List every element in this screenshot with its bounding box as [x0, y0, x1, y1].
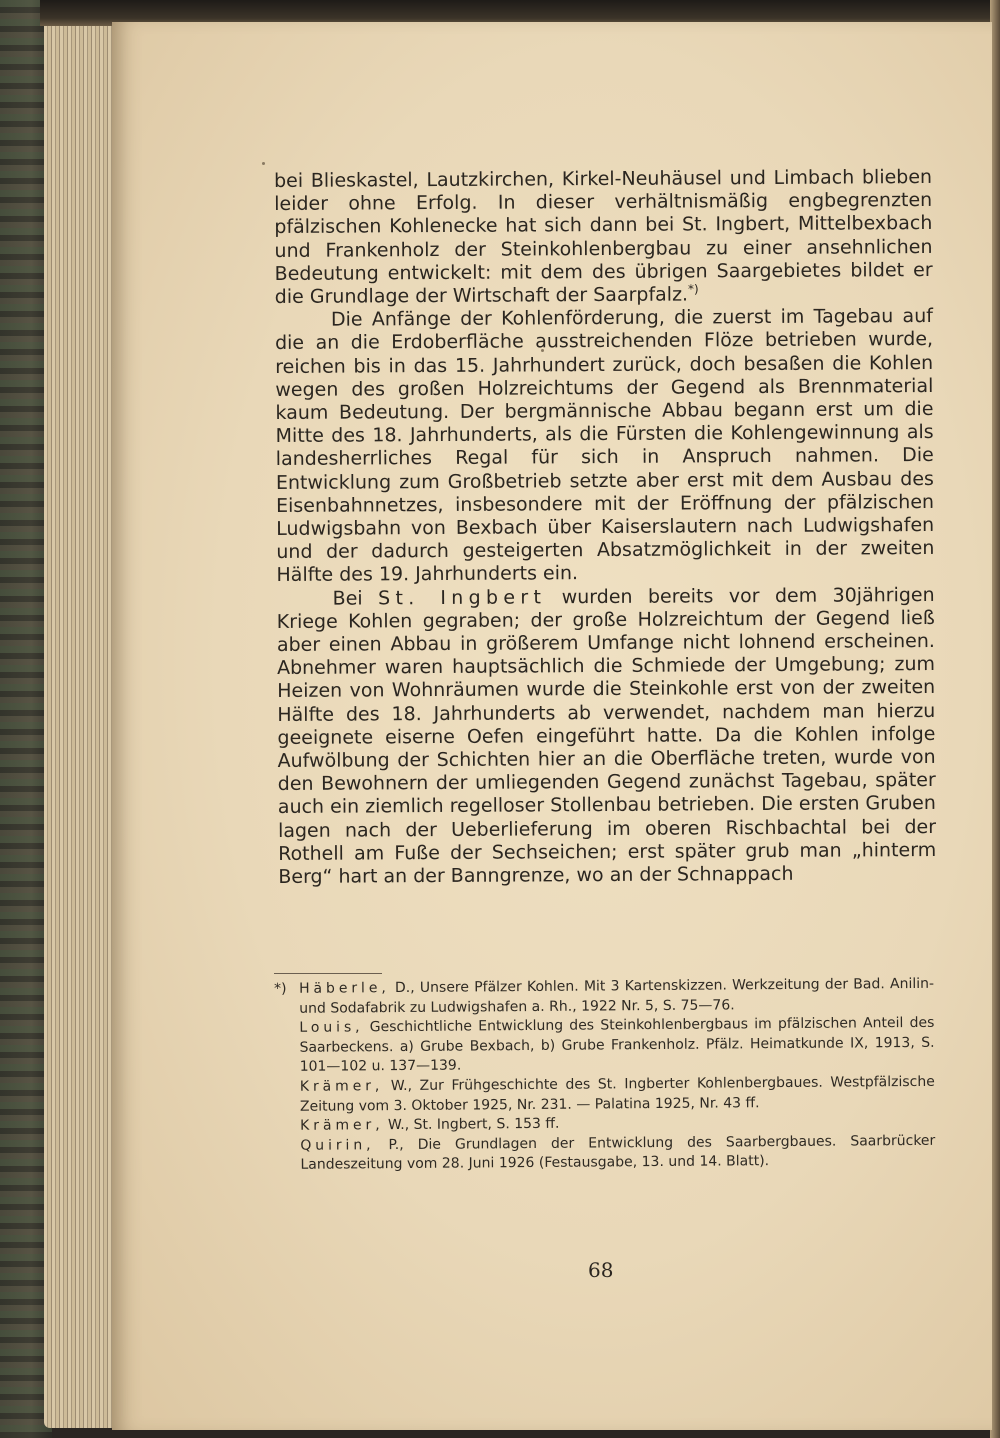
footnote-author: Louis, [299, 1019, 364, 1036]
footnote-author: Quirin, [300, 1136, 375, 1154]
footnote-rule [274, 973, 382, 974]
page-number: 68 [588, 1258, 614, 1282]
footnote-reference: *) [687, 282, 699, 297]
footnote-text: W., St. Ingbert, S. 153 ff. [387, 1115, 560, 1134]
paragraph-1: bei Blieskastel, Lautzkirchen, Kirkel-Neuhäusel und Limbach blieben leider ohne Erfolg. In dieser verhältnismäßig engbegrenzten pfälzischen Kohlenecke hat sich dann bei St. Ingbert, Mittelbexbach und Frankenholz der Steinkohlenbergbau zu einer ansehnlichen Bedeutung entwickelt: mit dem des übrigen Saargebietes bildet er die Grundlage der Wirtschaft der Saarpfalz.*) [274, 165, 933, 309]
body-text [274, 166, 936, 889]
footnote-marker: *) [274, 980, 287, 997]
footnote-text: P., Die Grundlagen der Entwicklung des Saarbergbaues. Saarbrücker Landeszeitung vom 28. Juni 1926 (Festausgabe, 13. und 14. Blatt). [300, 1132, 936, 1174]
footnote-author: Häberle, [299, 980, 390, 997]
paper-speck [262, 162, 265, 165]
footnotes [274, 975, 936, 1176]
footnote-entry [275, 1073, 935, 1117]
footnote-entry [274, 975, 934, 1019]
footnote-author: Krämer, [300, 1117, 384, 1134]
page-edges [44, 18, 122, 1428]
footnote-entry [274, 1014, 934, 1078]
footnote-entry [275, 1132, 935, 1176]
paragraph-2: Die Anfänge der Kohlenförderung, die zuerst im Tagebau auf die an die Erdoberfläche ausstreichenden Flöze betrieben wurde, reichen bis in das 15. Jahrhundert zurück, doch besaßen die Kohlen wegen des großen Holzreichtums der Gegend als Brennmaterial kaum Bedeutung. Der bergmännische Abbau begann erst um die Mitte des 18. Jahrhunderts, als die Fürsten die Kohlengewinnung als landesherrliches Regal für sich in Anspruch nahmen. Die Entwicklung zum Großbetrieb setzte aber erst mit dem Ausbau des Eisenbahnnetzes, insbesondere mit der Eröffnung der pfälzischen Ludwigsbahn von Bexbach über Kaiserslautern nach Ludwigshafen und der dadurch gesteigerten Absatzmöglichkeit in der zweiten Hälfte des 19. Jahrhunderts ein. [274, 305, 935, 587]
footnote-text: W., Zur Frühgeschichte des St. Ingberter Kohlenbergbaues. Westpfälzische Zeitung vom 3. Oktober 1925, Nr. 231. — Palatina 1925, Nr. 43 ff. [299, 1073, 935, 1115]
footnote-text: Geschichtliche Entwicklung des Steinkohlenbergbaus im pfälzischen Anteil des Saarbeckens. a) Grube Bexbach, b) Grube Frankenholz. Pfälz. Heimatkunde IX, 1913, S. 101—102 u. 137—139. [299, 1015, 935, 1076]
place-name-st-ingbert: St. Ingbert [377, 586, 547, 610]
footnote-text: D., Unsere Pfälzer Kohlen. Mit 3 Kartenskizzen. Werkzeitung der Bad. Anilin- und Sodafabrik zu Ludwigshafen a. Rh., 1922 Nr. 5, S. 75—76. [299, 975, 935, 1017]
paragraph-3: Bei St. Ingbert wurden bereits vor dem 30jährigen Kriege Kohlen gegraben; der große Holzreichtum der Gegend ließ aber einen Abbau in größerem Umfange nicht lohnend erscheinen. Abnehmer waren hauptsächlich die Schmiede der Umgebung; zum Heizen von Wohnräumen wurde die Steinkohle erst von der zweiten Hälfte des 18. Jahrhunderts ab verwendet, nachdem man hierzu geeignete eiserne Oefen eingeführt hatte. Da die Kohlen infolge Aufwölbung der Schichten hier an die Oberfläche treten, wurde von den Bewohnern der umliegenden Gegend zunächst Tagebau, später auch ein ziemlich regelloser Stollenbau betrieben. Die ersten Gruben lagen nach der Ueberlieferung im oberen Rischbachtal bei der Rothell am Fuße der Sechseichen; erst später grub man „hinterm Berg“ hart an der Banngrenze, wo an der Schnappach [276, 583, 937, 889]
footnote-author: Krämer, [299, 1078, 384, 1095]
